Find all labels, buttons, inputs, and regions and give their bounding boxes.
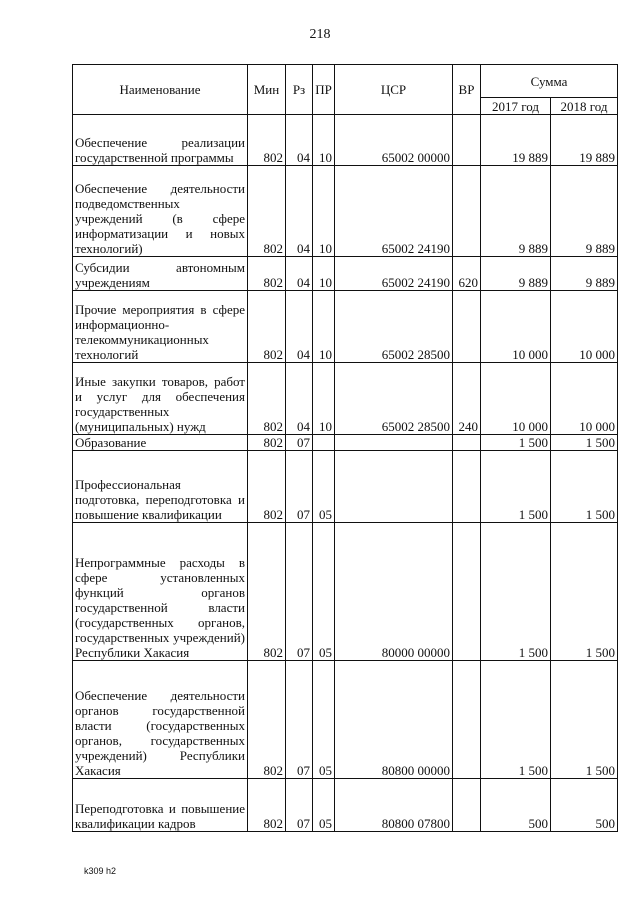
row-sum-2018: 10 000: [551, 291, 618, 363]
row-vr: [453, 451, 481, 523]
row-sum-2017: 10 000: [481, 291, 551, 363]
row-sum-2018: 1 500: [551, 435, 618, 451]
row-csr: 80000 00000: [335, 523, 453, 661]
row-pr: 05: [313, 779, 335, 832]
header-pr: ПР: [313, 65, 335, 115]
table-row: [73, 166, 618, 257]
page-number: 218: [309, 27, 331, 42]
row-pr: 10: [313, 115, 335, 166]
row-min: 802: [248, 363, 286, 435]
table-row: [73, 661, 618, 779]
header-2017: 2017 год: [481, 98, 551, 115]
row-sum-2017: 1 500: [481, 435, 551, 451]
row-min: 802: [248, 661, 286, 779]
row-sum-2017: 9 889: [481, 257, 551, 291]
row-sum-2017: 1 500: [481, 451, 551, 523]
header-min: Мин: [248, 65, 286, 115]
table-row: [73, 779, 618, 832]
header-name: Наименование: [73, 65, 248, 115]
row-csr: 65002 00000: [335, 115, 453, 166]
row-name: Субсидии автономным учреждениям: [73, 257, 248, 291]
row-name: Прочие мероприятия в сфере информационно-телекоммуникационных технологий: [73, 291, 248, 363]
row-sum-2018: 1 500: [551, 523, 618, 661]
header-row: [73, 65, 618, 98]
row-pr: 10: [313, 166, 335, 257]
row-pr: 10: [313, 257, 335, 291]
header-vr: ВР: [453, 65, 481, 115]
row-csr: 65002 28500: [335, 291, 453, 363]
row-sum-2018: 500: [551, 779, 618, 832]
row-name: Иные закупки товаров, работ и услуг для обеспечения государственных (муниципальных) нужд: [73, 363, 248, 435]
row-sum-2017: 10 000: [481, 363, 551, 435]
row-name: Обеспечение деятельности органов государственной власти (государственных органов, государственных учреждений) Республики Хакасия: [73, 661, 248, 779]
row-csr: 80800 00000: [335, 661, 453, 779]
document-code: k309 h2: [84, 866, 117, 876]
row-min: 802: [248, 435, 286, 451]
row-name: Образование: [73, 435, 248, 451]
row-min: 802: [248, 166, 286, 257]
row-min: 802: [248, 779, 286, 832]
row-name: Переподготовка и повышение квалификации кадров: [73, 779, 248, 832]
table-row: [73, 435, 618, 451]
row-sum-2017: 500: [481, 779, 551, 832]
row-rz: 07: [286, 523, 313, 661]
row-sum-2018: 9 889: [551, 166, 618, 257]
row-csr: 65002 24190: [335, 166, 453, 257]
row-vr: [453, 115, 481, 166]
row-name: Непрограммные расходы в сфере установленных функций органов государственной власти (государственных органов, государственных учреждений) Республики Хакасия: [73, 523, 248, 661]
row-rz: 07: [286, 435, 313, 451]
row-vr: [453, 166, 481, 257]
row-rz: 07: [286, 451, 313, 523]
row-min: 802: [248, 523, 286, 661]
table-row: [73, 257, 618, 291]
row-name: Профессиональная подготовка, переподготовка и повышение квалификации: [73, 451, 248, 523]
row-rz: 04: [286, 363, 313, 435]
row-sum-2017: 1 500: [481, 523, 551, 661]
header-sum: Сумма: [481, 65, 618, 98]
table-row: [73, 291, 618, 363]
row-vr: [453, 523, 481, 661]
row-pr: 10: [313, 363, 335, 435]
row-pr: 05: [313, 451, 335, 523]
table-row: [73, 451, 618, 523]
row-vr: [453, 779, 481, 832]
row-min: 802: [248, 115, 286, 166]
row-vr: 620: [453, 257, 481, 291]
row-csr: [335, 435, 453, 451]
row-name: Обеспечение деятельности подведомственных учреждений (в сфере информатизации и новых технологий): [73, 166, 248, 257]
row-vr: [453, 435, 481, 451]
row-pr: [313, 435, 335, 451]
row-csr: 80800 07800: [335, 779, 453, 832]
row-min: 802: [248, 451, 286, 523]
header-csr: ЦСР: [335, 65, 453, 115]
row-name: Обеспечение реализации государственной программы: [73, 115, 248, 166]
table-row: [73, 523, 618, 661]
row-csr: 65002 28500: [335, 363, 453, 435]
row-csr: 65002 24190: [335, 257, 453, 291]
row-sum-2017: 1 500: [481, 661, 551, 779]
row-rz: 04: [286, 257, 313, 291]
row-sum-2018: 1 500: [551, 451, 618, 523]
row-pr: 05: [313, 661, 335, 779]
table-row: [73, 115, 618, 166]
row-rz: 04: [286, 115, 313, 166]
row-vr: 240: [453, 363, 481, 435]
row-sum-2018: 10 000: [551, 363, 618, 435]
row-sum-2018: 1 500: [551, 661, 618, 779]
table-row: [73, 363, 618, 435]
row-rz: 04: [286, 291, 313, 363]
header-rz: Рз: [286, 65, 313, 115]
row-sum-2017: 19 889: [481, 115, 551, 166]
row-pr: 10: [313, 291, 335, 363]
row-vr: [453, 661, 481, 779]
budget-table: [72, 64, 618, 832]
row-sum-2018: 19 889: [551, 115, 618, 166]
row-vr: [453, 291, 481, 363]
row-rz: 04: [286, 166, 313, 257]
row-min: 802: [248, 257, 286, 291]
row-rz: 07: [286, 661, 313, 779]
row-sum-2017: 9 889: [481, 166, 551, 257]
row-sum-2018: 9 889: [551, 257, 618, 291]
row-csr: [335, 451, 453, 523]
row-rz: 07: [286, 779, 313, 832]
row-pr: 05: [313, 523, 335, 661]
header-2018: 2018 год: [551, 98, 618, 115]
row-min: 802: [248, 291, 286, 363]
